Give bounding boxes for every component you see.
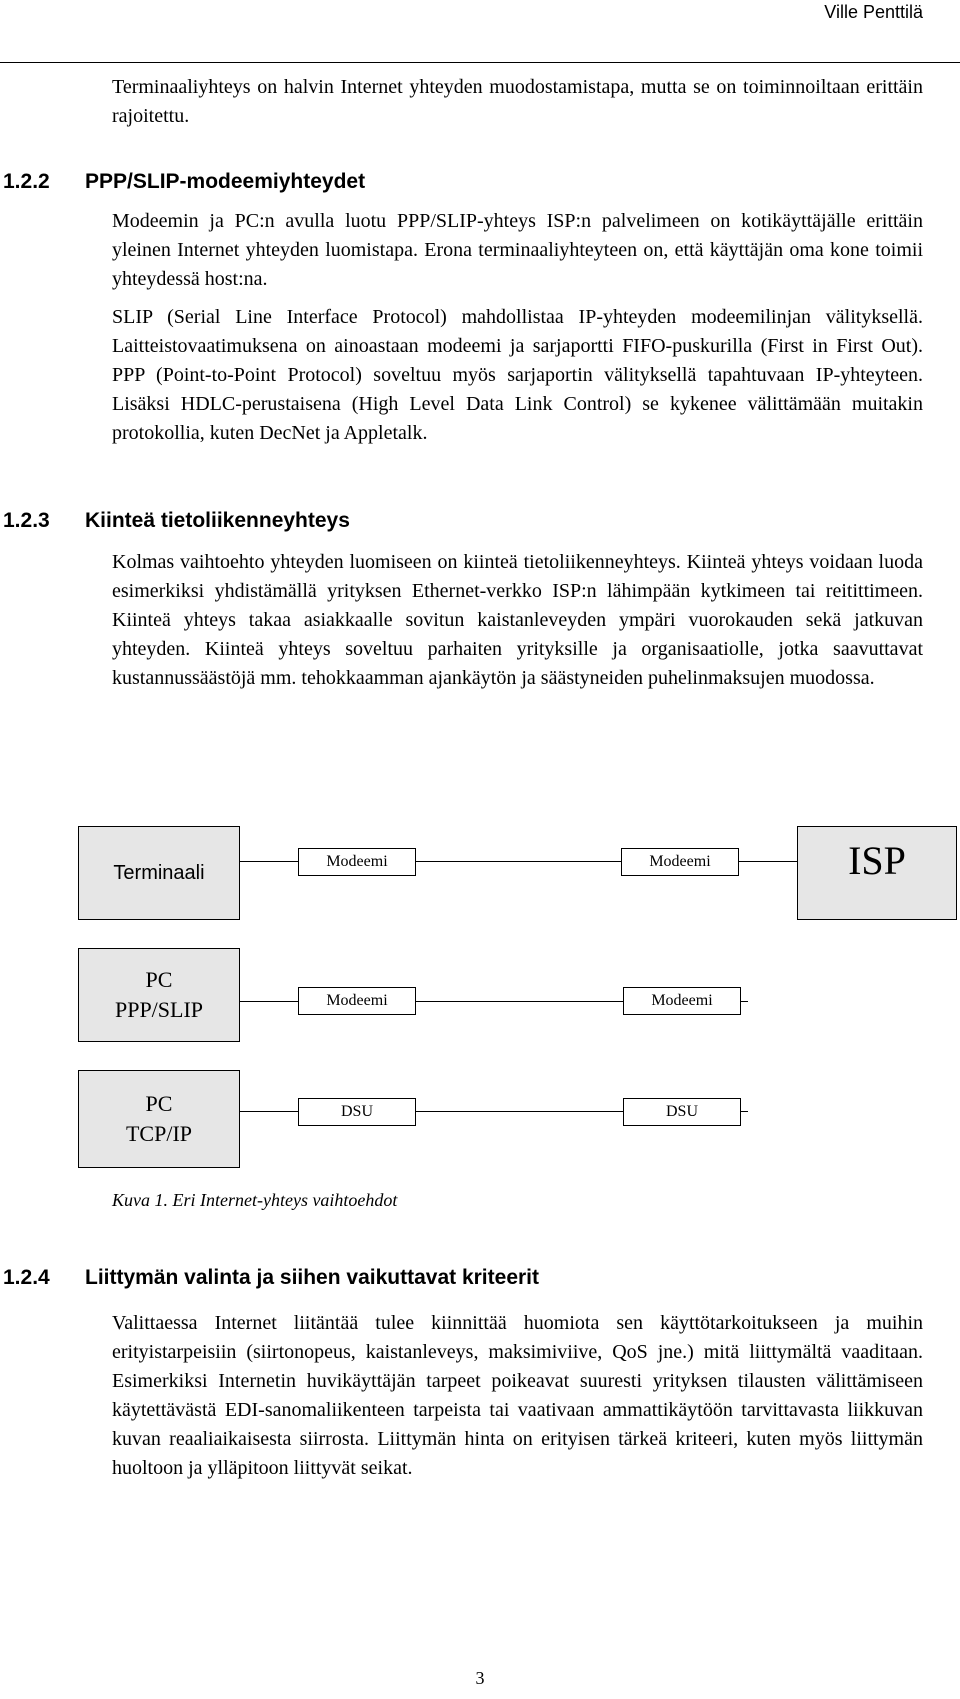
header-author: Ville Penttilä: [824, 2, 923, 22]
section-1-2-3-paragraph: Kolmas vaihtoehto yhteyden luomiseen on kiinteä tietoliikenneyhteys. Kiinteä yhteys voidaan luoda esimerkiksi yhdistämällä yrityksen Ethernet-verkko ISP:n lähimpään kytkimeen tai reitittimeen. Kiinteä yhteys takaa asiakkaalle sovitun kaistanleveyden ympäri vuorokauden sekä jatkuvan yhteyden. Kiinteä yhteys soveltuu parhaiten yrityksille ja organisaatiolle, jotka saavuttavat kustannussäästöjä mm. tehokkaamman ajankäytön ja säästyneiden puhelinmaksujen muodossa.: [112, 551, 923, 689]
endpoint-label-line-1: PC: [145, 967, 173, 992]
section-title: Liittymän valinta ja siihen vaikuttavat kriteerit: [85, 1266, 539, 1289]
intro-paragraph: Terminaaliyhteys on halvin Internet yhteyden muodostamistapa, mutta se on toiminnoiltaan erittäin rajoitettu.: [112, 76, 923, 127]
isp-box: [797, 826, 957, 920]
section-number: 1.2.4: [3, 1266, 50, 1289]
device-label: Modeemi: [651, 992, 713, 1009]
section-1-2-2-paragraph-2: SLIP (Serial Line Interface Protocol) mahdollistaa IP-yhteyden modeemilinjan välityksellä. Laitteistovaatimuksena on ainoastaan modeemi ja sarjaportti FIFO-puskurilla (First in First Out). PPP (Point-to-Point Protocol) soveltuu myös sarjaportin välityksellä tapahtuvaan IP-yhteyteen. Lisäksi HDLC-perustaisena (High Level Data Link Control) se kykenee välittämään muitakin protokollia, kuten DecNet ja Appletalk.: [112, 306, 923, 444]
page-number: 3: [475, 1668, 485, 1688]
section-1-2-2-paragraph-1: Modeemin ja PC:n avulla luotu PPP/SLIP-yhteys ISP:n palvelimeen on kotikäyttäjälle erittäin yleinen Internet yhteyden luomistapa. Erona terminaaliyhteyteen on, että käyttäjän oma kone toimii yhteydessä host:na.: [112, 210, 923, 290]
endpoint-label: Terminaali: [113, 861, 205, 884]
device-label: Modeemi: [326, 992, 388, 1009]
device-label: DSU: [340, 1103, 373, 1120]
section-title: PPP/SLIP-modeemiyhteydet: [85, 170, 366, 193]
section-heading-1-2-2: [0, 170, 365, 194]
terminal-endpoint-box: [78, 826, 240, 920]
modem-box-right: [621, 848, 739, 876]
section-number: 1.2.2: [3, 170, 50, 193]
section-heading-1-2-4: [0, 1266, 539, 1290]
endpoint-label-line-2: TCP/IP: [125, 1121, 193, 1146]
section-number: 1.2.3: [3, 509, 50, 532]
header-divider: [0, 62, 960, 63]
device-label: Modeemi: [326, 853, 388, 870]
endpoint-label-line-1: PC: [145, 1091, 173, 1116]
modem-box-left: [298, 987, 416, 1015]
section-title: Kiinteä tietoliikenneyhteys: [85, 509, 350, 532]
dsu-box-left: [298, 1098, 416, 1126]
modem-box-right: [623, 987, 741, 1015]
device-label: DSU: [665, 1103, 698, 1120]
page-header: [0, 0, 960, 64]
dsu-box-right: [623, 1098, 741, 1126]
modem-box-left: [298, 848, 416, 876]
endpoint-label-line-2: PPP/SLIP: [114, 997, 204, 1022]
figure-caption: Kuva 1. Eri Internet-yhteys vaihtoehdot: [112, 1190, 398, 1210]
section-1-2-4-paragraph: Valittaessa Internet liitäntää tulee kiinnittää huomiota sen käyttötarkoitukseen ja muihin erityistarpeisiin (siirtonopeus, kaistanleveys, maksimiviive, QoS jne.) mitä liittymältä vaaditaan. Esimerkiksi Internetin huvikäyttäjän tarpeet poikeavat suuresti yrityksen tilausten välittämiseen käytettävästä EDI-sanomaliikenteen tarpeista tai vaativaan ammattikäytöön tarvittavasta liikkuvan kuvan reaaliaikaisesta siirrosta. Liittymän hinta on erityisen tärkeä kriteeri, kuten myös liittymän huoltoon ja ylläpitoon liittyvät seikat.: [112, 1312, 923, 1479]
device-label: Modeemi: [649, 853, 711, 870]
pc-ppp-slip-endpoint-box: [78, 948, 240, 1042]
isp-label: ISP: [848, 838, 906, 883]
section-heading-1-2-3: [0, 509, 350, 533]
pc-tcp-ip-endpoint-box: [78, 1070, 240, 1168]
